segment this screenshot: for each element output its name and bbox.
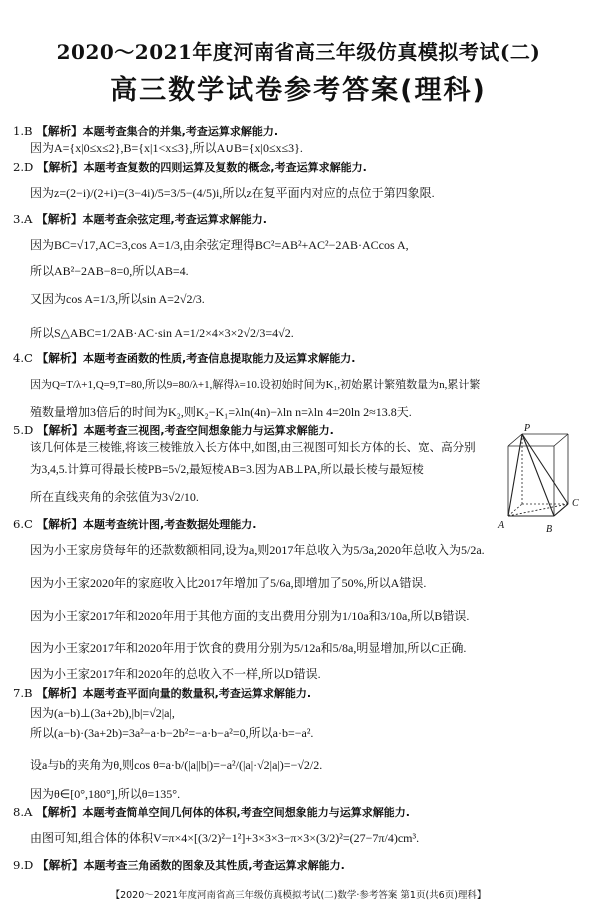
answer-4-header: [13, 351, 355, 366]
answer-number: 6.C: [13, 517, 33, 531]
answer-line: 因为A={x|0≤x≤2},B={x|1<x≤3},所以A∪B={x|0≤x≤3}.: [30, 141, 303, 155]
answer-summary: 本题考查函数的性质,考查信息提取能力及运算求解能力.: [83, 352, 356, 365]
answer-number: 2.D: [13, 160, 34, 174]
answer-5-header: [13, 423, 334, 438]
answer-number: 4.C: [13, 351, 33, 365]
answer-summary: 本题考查三视图,考查空间想象能力与运算求解能力.: [83, 424, 334, 437]
answer-line: 所以S△ABC=1/2AB·AC·sin A=1/2×4×3×2√2/3=4√2.: [30, 326, 294, 340]
answer-7-header: [13, 686, 311, 701]
answer-number: 5.D: [13, 423, 34, 437]
analysis-tag: 【解析】: [36, 517, 84, 531]
document-title: 高三数学试卷参考答案(理科): [110, 75, 487, 106]
answer-line: 所在直线夹角的余弦值为3√2/10.: [30, 490, 199, 504]
figure-label-b: B: [546, 524, 553, 535]
answer-line: 因为Q=T/λ+1,Q=9,T=80,所以9=80/λ+1,解得λ=10.设初始时间为K₁,初始累计繁殖数量为n,累计繁: [30, 379, 481, 391]
answer-summary: 本题考查复数的四则运算及复数的概念,考查运算求解能力.: [83, 161, 367, 174]
analysis-tag: 【解析】: [37, 858, 84, 872]
answer-summary: 本题考查三角函数的图象及其性质,考查运算求解能力.: [83, 859, 345, 872]
answer-line: 因为(a−b)⊥(3a+2b),|b|=√2|a|,: [30, 706, 175, 720]
tetrahedron-figure: [496, 420, 586, 538]
answer-line: 因为小王家2017年和2020年的总收入不一样,所以D错误.: [30, 667, 321, 681]
analysis-tag: 【解析】: [37, 423, 84, 437]
answer-line: 为3,4,5.计算可得最长棱PB=5√2,最短棱AB=3.因为AB⊥PA,所以最长棱与最短棱: [30, 464, 424, 476]
answer-summary: 本题考查统计图,考查数据处理能力.: [83, 518, 257, 531]
answer-1-header: [13, 124, 278, 139]
analysis-tag: 【解析】: [36, 124, 83, 138]
answer-line: 设a与b的夹角为θ,则cos θ=a·b/(|a||b|)=−a²/(|a|·√2|a|)=−√2/2.: [30, 758, 323, 772]
figure-label-c: C: [572, 498, 579, 509]
answer-3-header: [13, 212, 267, 227]
answer-summary: 本题考查平面向量的数量积,考查运算求解能力.: [82, 687, 312, 700]
answer-summary: 本题考查简单空间几何体的体积,考查空间想象能力与运算求解能力.: [82, 806, 410, 819]
answer-line: 因为θ∈[0°,180°],所以θ=135°.: [30, 787, 181, 801]
answer-line: 因为z=(2−i)/(2+i)=(3−4i)/5=3/5−(4/5)i,所以z在复平面内对应的点位于第四象限.: [30, 186, 435, 200]
answer-summary: 本题考查集合的并集,考查运算求解能力.: [82, 125, 279, 138]
answer-line: 因为小王家2020年的家庭收入比2017年增加了5/6a,即增加了50%,所以A错误.: [30, 576, 427, 590]
answer-line: 因为BC=√17,AC=3,cos A=1/3,由余弦定理得BC²=AB²+AC²−2AB·ACcos A,: [30, 238, 409, 252]
answer-line: 因为小王家房贷每年的还款数额相同,设为a,则2017年总收入为5/3a,2020年总收入为5/2a.: [30, 543, 485, 557]
answer-number: 8.A: [13, 805, 33, 819]
figure-label-p: P: [524, 423, 531, 434]
answer-summary: 本题考查余弦定理,考查运算求解能力.: [82, 213, 267, 226]
analysis-tag: 【解析】: [36, 686, 83, 700]
answer-6-header: [13, 517, 256, 532]
answer-number: 1.B: [13, 124, 33, 138]
answer-line: 又因为cos A=1/3,所以sin A=2√2/3.: [30, 292, 205, 306]
analysis-tag: 【解析】: [36, 212, 83, 226]
answer-line: 所以(a−b)·(3a+2b)=3a²−a·b−2b²=−a·b−a²=0,所以a·b=−a².: [30, 726, 314, 740]
analysis-tag: 【解析】: [37, 160, 84, 174]
answer-line: 殖数量增加3倍后的时间为K₂,则K₂−K₁=λln(4n)−λln n=λln 4=20ln 2≈13.8天.: [30, 405, 412, 419]
answer-line: 由图可知,组合体的体积V=π×4×[(3/2)²−1²]+3×3×3−π×3×(3/2)²=(27−7π/4)cm³.: [30, 831, 420, 845]
answer-line: 因为小王家2017年和2020年用于饮食的费用分别为5/12a和5/8a,明显增加,所以C正确.: [30, 641, 467, 655]
answer-line: 该几何体是三棱锥,将该三棱锥放入长方体中,如图,由三视图可知长方体的长、宽、高分别: [30, 442, 476, 454]
answer-number: 3.A: [13, 212, 33, 226]
answer-8-header: [13, 805, 410, 820]
exam-title: 2020～2021年度河南省高三年级仿真模拟考试(二): [56, 40, 541, 64]
analysis-tag: 【解析】: [36, 805, 83, 819]
answer-line: 所以AB²−2AB−8=0,所以AB=4.: [30, 264, 189, 278]
answer-number: 7.B: [13, 686, 33, 700]
page-footer: 【2020～2021年度河南省高三年级仿真模拟考试(二)数学·参考答案 第1页(共6页)理科】: [110, 890, 487, 901]
answer-9-header: [13, 858, 345, 873]
answer-number: 9.D: [13, 858, 34, 872]
analysis-tag: 【解析】: [36, 351, 84, 365]
figure-label-a: A: [498, 520, 505, 531]
answer-line: 因为小王家2017年和2020年用于其他方面的支出费用分别为1/10a和3/10a,所以B错误.: [30, 609, 470, 623]
answer-2-header: [13, 160, 367, 175]
